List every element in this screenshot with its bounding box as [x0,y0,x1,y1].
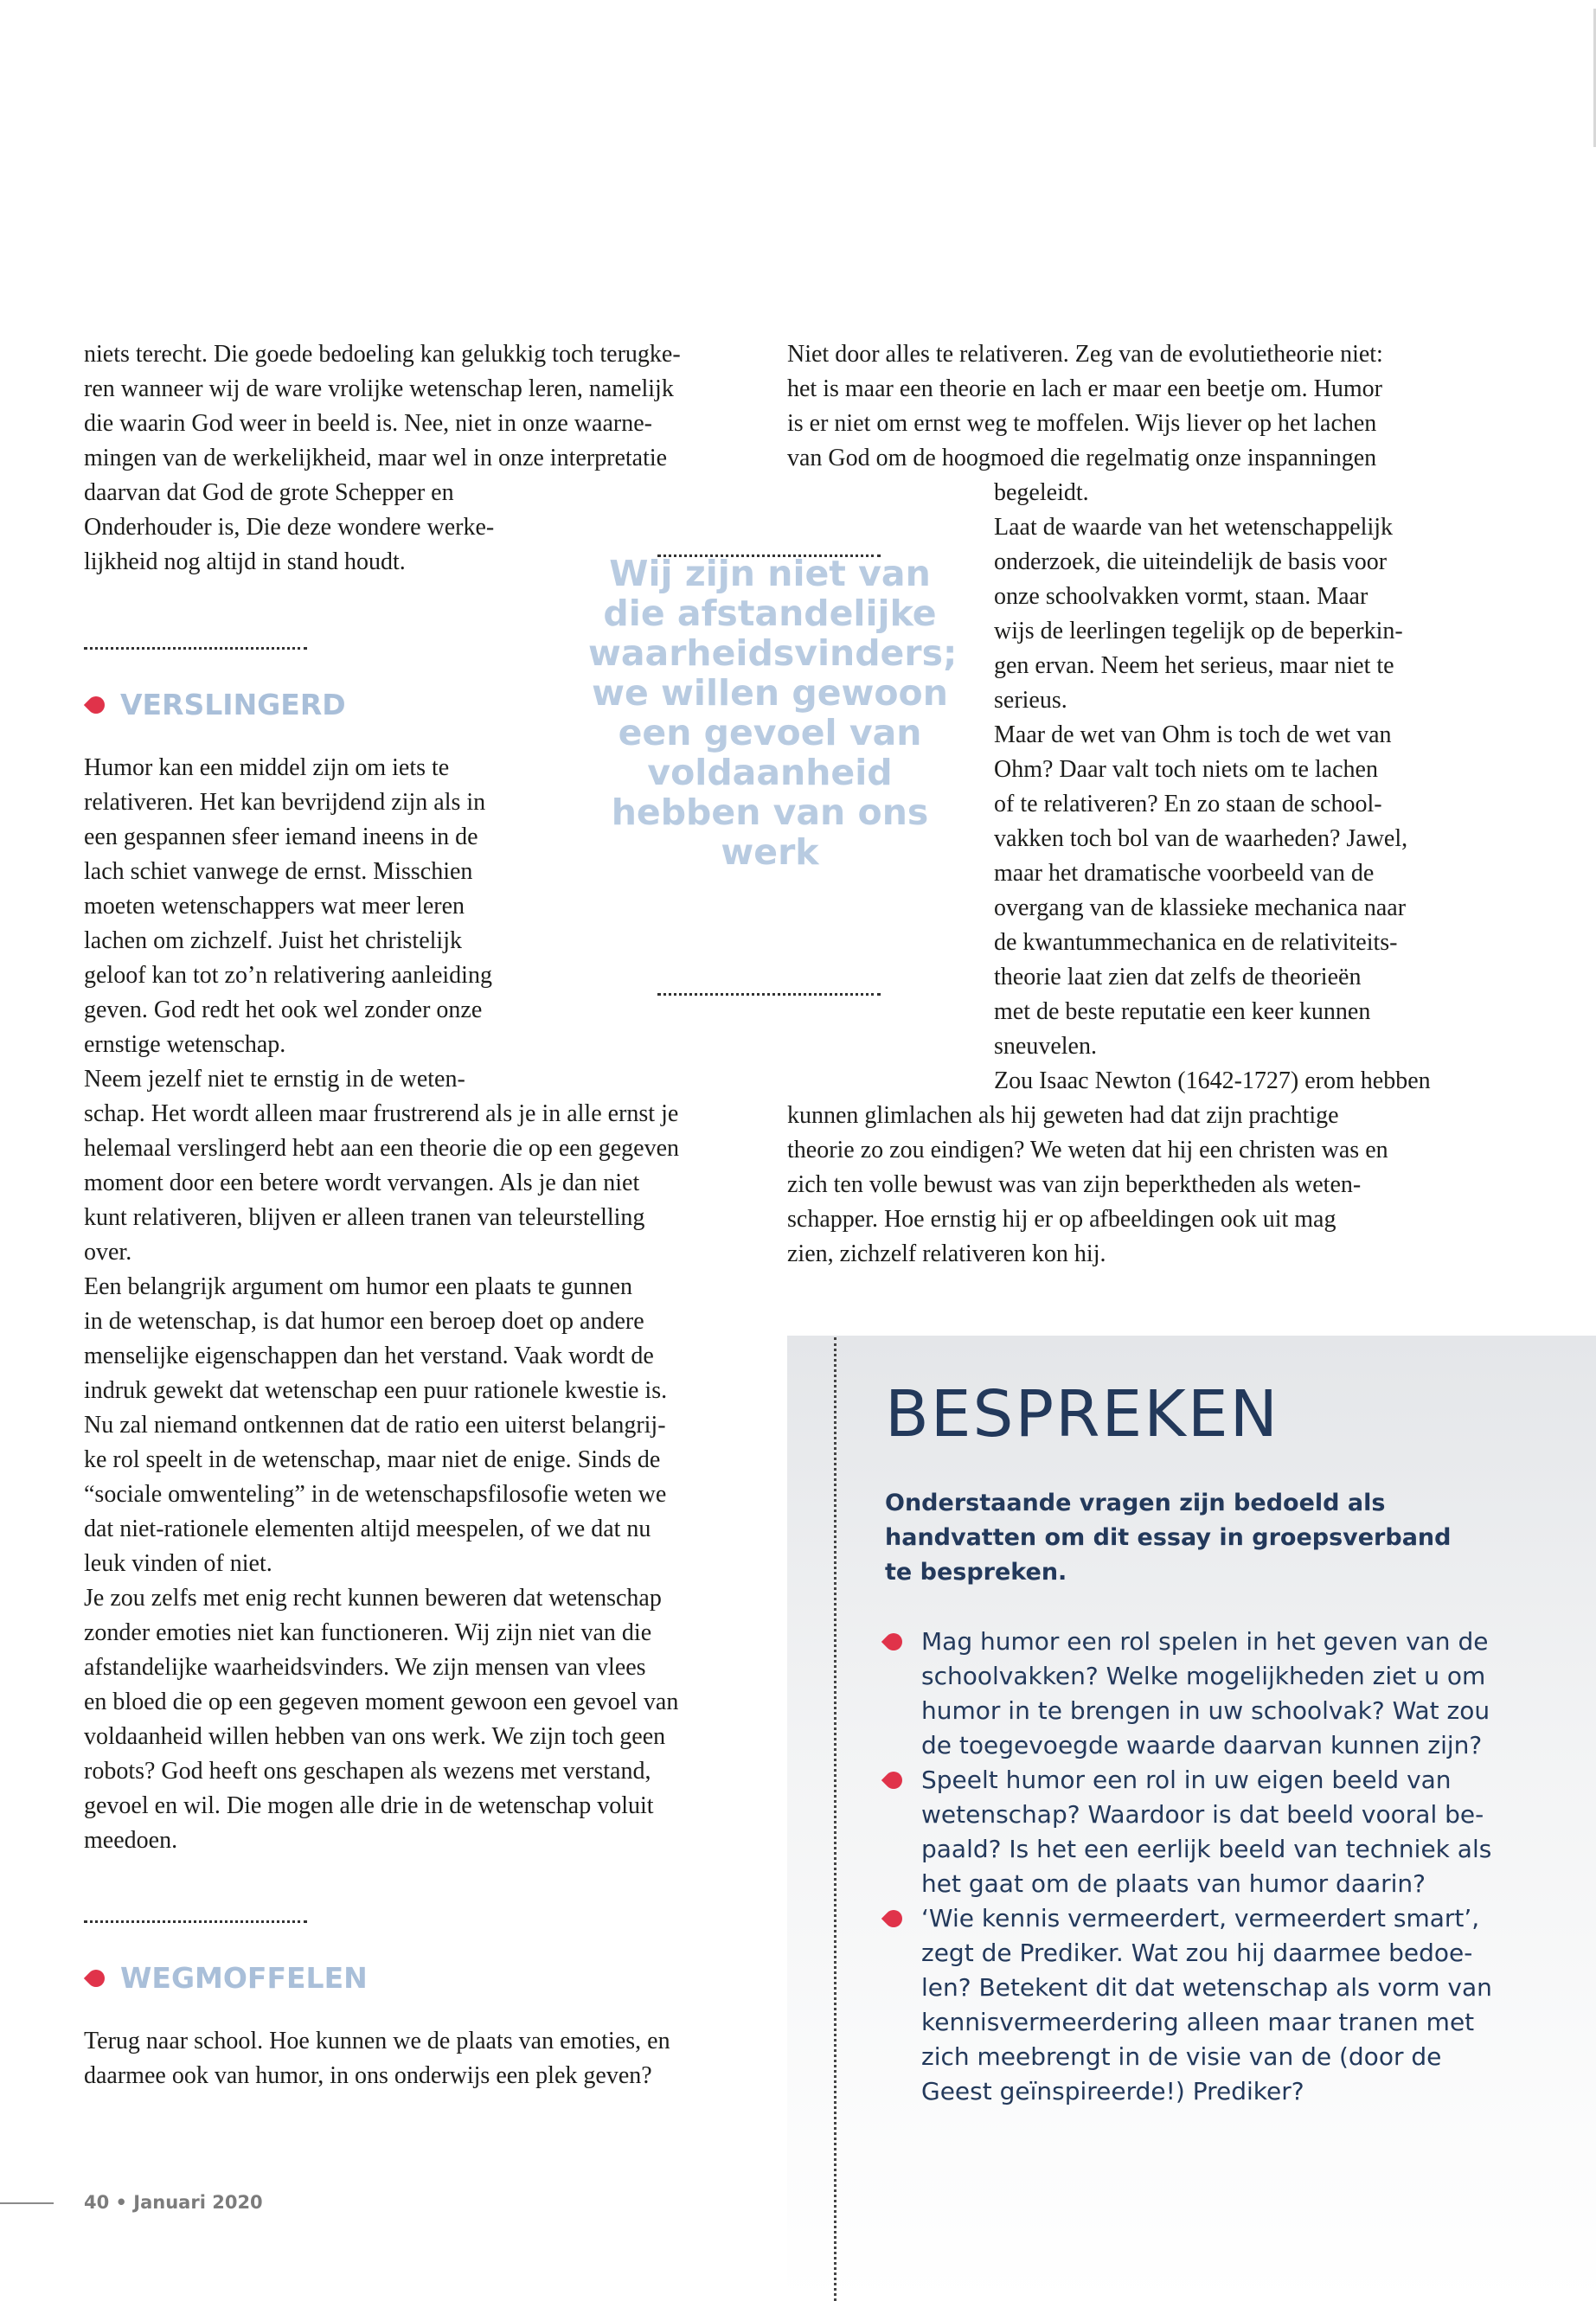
dotted-divider [84,647,307,650]
section-verslingerd-body: Humor kan een middel zijn om iets te relativeren. Het kan bevrijdend zijn als in een gespannen sfeer iemand ineens in de lach schiet vanwege de ernst. Misschien moeten wetenschappers wat meer leren lachen om zichzelf. Juist het christelijk geloof kan tot zo’n relativering aanleiding geven. God redt het ook wel zonder onze ernstige wetenschap. Neem jezelf niet te ernstig in de weten- schap. Het wordt alleen maar frustrerend als je in alle ernst je helemaal verslingerd hebt aan een theorie die op een gegeven moment door een betere wordt vervangen. Als je dan niet kunt relativeren, blijven er alleen tranen van teleurstelling over. Een belangrijk argument om humor een plaats te gunnen in de wetenschap, is dat humor een beroep doet op andere menselijke eigenschappen dan het verstand. Vaak wordt de indruk gewekt dat wetenschap een puur rationele kwestie is. Nu zal niemand ontkennen dat de ratio een uiterst belangrij- ke rol speelt in de wetenschap, maar niet de enige. Sinds de “sociale omwenteling” in de wetenschapsfilosofie weten we dat niet-rationele elementen altijd meespelen, of we dat nu leuk vinden of niet. Je zou zelfs met enig recht kunnen beweren dat wetenschap zonder emoties niet kan functioneren. Wij zijn niet van die afstandelijke waarheidsvinders. We zijn mensen van vlees en bloed die op een gegeven moment gewoon een gevoel van voldaanheid willen hebben van ons werk. We zijn toch geen robots? God heeft ons geschapen als wezens met verstand, gevoel en wil. Die mogen alle drie in de wetenschap voluit meedoen. [84,754,680,1854]
dotted-divider [84,1920,307,1923]
discussion-box-title: BESPREKEN [885,1377,1279,1452]
bullet-icon [84,1966,108,1990]
discussion-question: ‘Wie kennis vermeerdert, vermeerdert smart’, zegt de Prediker. Wat zou hij daarmee bedoe- len? Betekent dit dat wetenschap als vorm van kennisvermeerdering alleen maar tranen met zich meebrengt in de visie van de (door de Geest geïnspireerde!) Prediker? [885,1901,1490,2109]
page-number: 40 [84,2192,110,2213]
discussion-questions [885,1625,1490,2109]
page-footer [84,2190,263,2214]
discussion-question: Speelt humor een rol in uw eigen beeld van wetenschap? Waardoor is dat beeld vooral be- paald? Is het een eerlijk beeld van techniek als het gaat om de plaats van humor daarin? [885,1763,1490,1901]
bullet-icon [84,693,108,717]
discussion-box-dotted-line [834,1337,836,2301]
section-heading-wegmoffelen: WEGMOFFELEN [84,1961,759,1996]
footer-separator: • [115,2192,127,2213]
bullet-icon [881,1768,906,1792]
discussion-box-intro: Onderstaande vragen zijn bedoeld als handvatten om dit essay in groepsverband te bespreken. [885,1490,1452,1586]
right-column [787,337,1471,1272]
discussion-question: Mag humor een rol spelen in het geven van de schoolvakken? Welke mogelijkheden ziet u om humor in te brengen in uw schoolvak? Wat zou de toegevoegde waarde daarvan kunnen zijn? [885,1625,1490,1763]
intro-paragraph: niets terecht. Die goede bedoeling kan gelukkig toch terugke- ren wanneer wij de ware vrolijke wetenschap leren, namelijk die waarin God weer in beeld is. Nee, niet in onze waarne- mingen van de werkelijkheid, maar wel in onze interpretatie daarvan dat God de grote Schepper en Onderhouder is, Die deze wondere werke- lijkheid nog altijd in stand houdt. [84,341,681,575]
right-paragraph-top: Niet door alles te relativeren. Zeg van de evolutietheorie niet: het is maar een theorie en lach er maar een beetje om. Humor is er niet om ernst weg te moffelen. Wijs liever op het lachen van God om de hoogmoed die regelmatig onze inspanningen [787,341,1383,471]
footer-rule [0,2202,54,2204]
right-paragraph-indented: begeleidt. Laat de waarde van het wetenschappelijk onderzoek, die uiteindelijk de basis voor onze schoolvakken vormt, staan. Maar wijs de leerlingen tegelijk op de beperkin- gen ervan. Neem het serieus, maar niet te serieus. Maar de wet van Ohm is toch de wet van Ohm? Daar valt toch niets om te lachen of te relativeren? En zo staan de school- vakken toch bol van de waarheden? Jawel, maar het dramatische voorbeeld van de overgang van de klassieke mechanica naar de kwantummechanica en de relativiteits- theorie laat zien dat zelfs de theorieën met de beste reputatie een keer kunnen sneuvelen. Zou Isaac Newton (1642-1727) erom hebben [994,479,1431,1094]
section-heading-verslingerd: VERSLINGERD [84,688,759,722]
issue-date: Januari 2020 [133,2192,263,2213]
pull-quote: Wij zijn niet van die afstandelijke waarheidsvinders; we willen gewoon een gevoel van voldaanheid hebben van ons werk [588,553,958,873]
section-wegmoffelen-body: Terug naar school. Hoe kunnen we de plaats van emoties, en daarmee ook van humor, in ons onderwijs een plek geven? [84,2028,670,2089]
bullet-icon [881,1630,906,1654]
bullet-icon [881,1907,906,1931]
right-paragraph-bottom: kunnen glimlachen als hij geweten had dat zijn prachtige theorie zo zou eindigen? We weten dat hij een christen was en zich ten volle bewust was van zijn beperktheden als weten- schapper. Hoe ernstig hij er op afbeeldingen ook uit mag zien, zichzelf relativeren kon hij. [787,1102,1388,1267]
